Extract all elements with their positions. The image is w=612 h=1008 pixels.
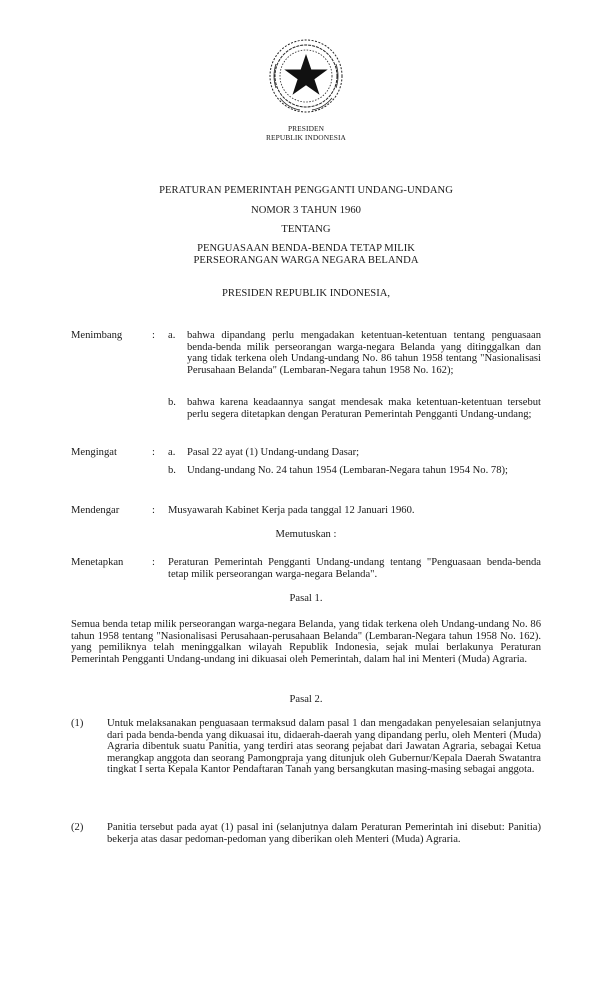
ayat-number: (2) (71, 822, 84, 833)
header-republic: REPUBLIK INDONESIA (265, 133, 346, 142)
menetapkan-row (71, 557, 541, 581)
menetapkan-text: Peraturan Pemerintah Pengganti Undang-undang tentang "Penguasaan benda-benda tetap milik perseorangan warga-negara Belanda". (168, 557, 541, 580)
title-number: NOMOR 3 TAHUN 1960 (251, 205, 361, 216)
mengingat-label: Mengingat (71, 447, 117, 458)
header-president: PRESIDEN (287, 124, 325, 133)
pasal-2-ayat-1 (71, 718, 541, 813)
mendengar-label: Mendengar (71, 505, 120, 516)
menimbang-label: Menimbang (71, 330, 123, 341)
item-text: Undang-undang No. 24 tahun 1954 (Lembaran-Negara tahun 1954 No. 78); (187, 465, 508, 476)
colon: : (152, 447, 155, 458)
ayat-text: Untuk melaksanakan penguasaan termaksud dalam pasal 1 dan mengadakan penyelesaian selanjutnya dari pada benda-benda yang dikuasai itu, didaerah-daerah yang dipandang perlu, oleh Menteri (Muda) Agraria dibentuk suatu Panitia, yang terdiri atas seorang pejabat dari Jawatan Agraria, sebagai Ketua merangkap anggota dan seorang Pamongpraja yang ditunjuk oleh Gubernur/Kepala Daerah Swatantra tingkat I serta Kepala Kantor Pendaftaran Tanah yang bersangkutan masing-masing sebagai anggota. (107, 718, 541, 776)
garuda-star-emblem-icon (266, 36, 346, 116)
mengingat-b (71, 465, 541, 489)
item-mark: a. (168, 330, 176, 341)
pasal-2-ayat-2 (71, 822, 541, 858)
colon: : (152, 557, 155, 568)
title-subject-1: PENGUASAAN BENDA-BENDA TETAP MILIK (197, 243, 415, 254)
colon: : (152, 505, 155, 516)
item-mark: b. (168, 397, 176, 408)
pasal-1-heading: Pasal 1. (289, 593, 323, 604)
mengingat-a (71, 447, 541, 459)
pasal-1-text: Semua benda tetap milik perseorangan warga-negara Belanda, yang tidak terkena oleh Undang-undang No. 86 tahun 1958 tentang "Nasionalisasi Perusahaan-perusahaan Belanda" (Lembaran-Negara tahun 1958 No. 162). yang pemiliknya telah meninggalkan wilayah Republik Indonesia, sejak mulai berlakunya Peraturan Pemerintah Pengganti Undang-undang ini dikuasai oleh Pemerintah, dalam hal ini Menteri (Muda) Agraria. (71, 619, 541, 665)
item-text: bahwa dipandang perlu mengadakan ketentuan-ketentuan tentang penguasaan benda-benda milik perseorangan warga-negara Belanda yang ditinggalkan dan yang tidak terkena oleh Undang-undang No. 86 tahun 1958 tentang "Nasionalisasi Perusahaan Belanda" (Lembaran-Negara tahun 1958 No. 162); (187, 330, 541, 376)
item-text: bahwa karena keadaannya sangat mendesak maka ketentuan-ketentuan tersebut perlu segera ditetapkan dengan Peraturan Pemerintah Pengganti Undang-undang; (187, 397, 541, 420)
ayat-number: (1) (71, 718, 84, 729)
title-regulation: PERATURAN PEMERINTAH PENGGANTI UNDANG-UNDANG (159, 185, 453, 196)
item-text: Pasal 22 ayat (1) Undang-undang Dasar; (187, 447, 360, 458)
colon: : (152, 330, 155, 341)
title-tentang: TENTANG (281, 224, 331, 235)
menimbang-b (71, 397, 541, 433)
memutuskan-heading: Memutuskan : (275, 529, 337, 540)
item-mark: a. (168, 447, 176, 458)
item-mark: b. (168, 465, 176, 476)
issuer-line: PRESIDEN REPUBLIK INDONESIA, (221, 288, 391, 299)
ayat-text: Panitia tersebut pada ayat (1) pasal ini (selanjutnya dalam Peraturan Pemerintah ini disebut: Panitia) bekerja atas dasar pedoman-pedoman yang diberikan oleh Menteri (Muda) Agraria. (107, 822, 541, 845)
menimbang-a (71, 330, 541, 390)
mendengar-text: Musyawarah Kabinet Kerja pada tanggal 12 Januari 1960. (168, 505, 415, 516)
title-subject-2: PERSEORANGAN WARGA NEGARA BELANDA (193, 255, 419, 266)
menetapkan-label: Menetapkan (71, 557, 124, 568)
mendengar-row (71, 505, 541, 517)
pasal-2-heading: Pasal 2. (289, 694, 323, 705)
